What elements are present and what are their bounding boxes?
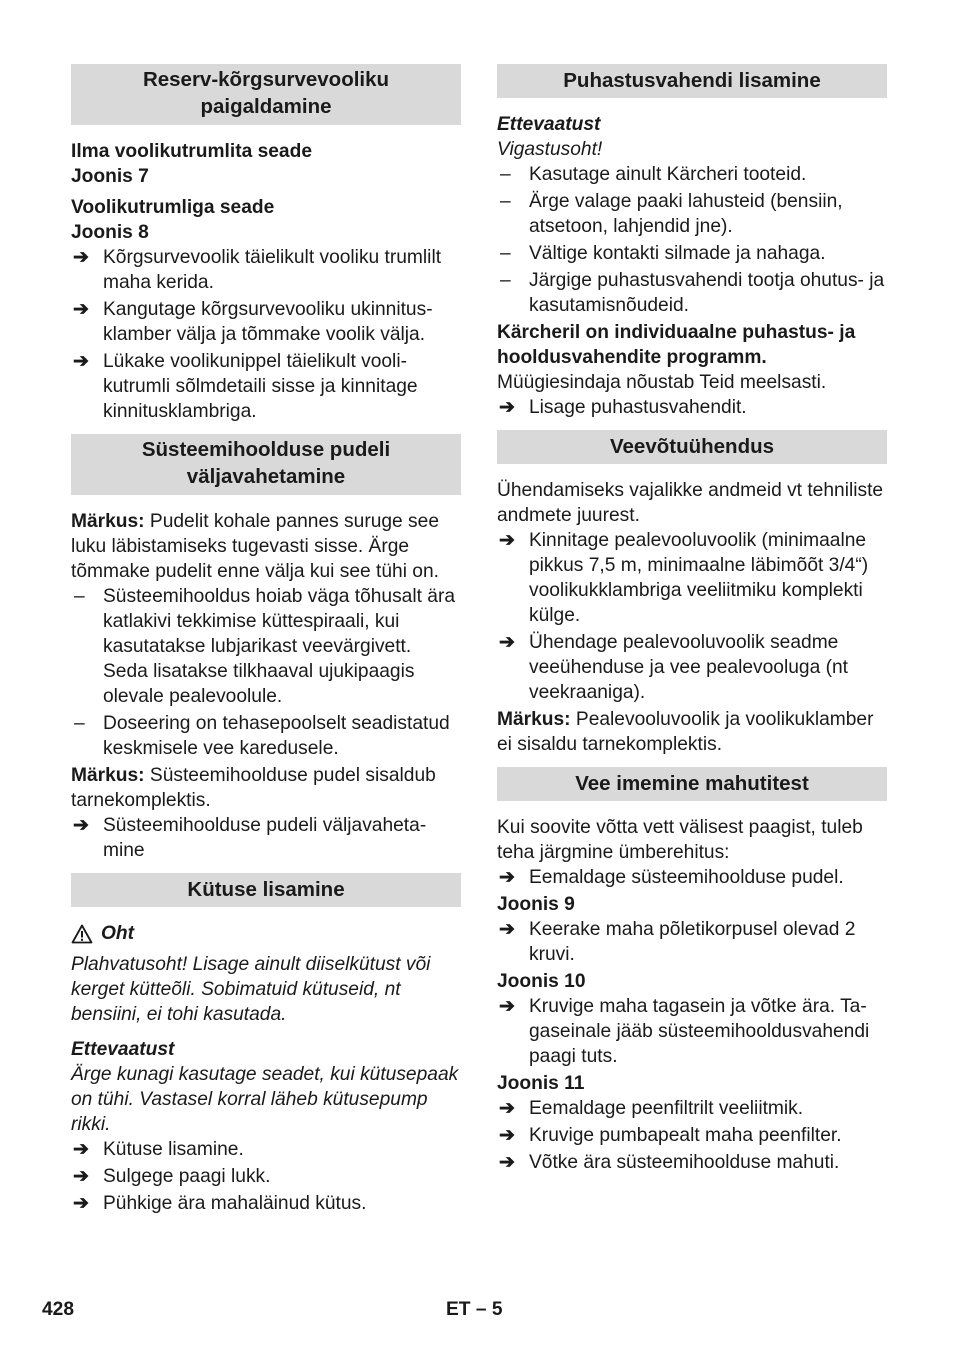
local-page-number: 5 [491, 1299, 503, 1320]
left-column [71, 64, 461, 1218]
separator: – [475, 1299, 487, 1320]
list-item: ➔ Kruvige pumbapealt maha peenfilter. [499, 1125, 842, 1146]
step-list [497, 865, 887, 890]
list-item: ➔ Kangutage kõrgsurvevooliku ukinnitusklamber välja ja tõmmake voolik välja. [73, 299, 433, 345]
list-item: – Doseering on tehasepoolselt seadistatud keskmisele vee karedusele. [74, 713, 450, 759]
figure-ref: Joonis 9 [497, 894, 575, 915]
section-heading: Puhastusvahendi lisamine [497, 64, 887, 98]
arrow-right-icon: ➔ [73, 1193, 90, 1214]
step-list [497, 395, 887, 420]
arrow-right-icon: ➔ [499, 1152, 516, 1173]
right-column [497, 64, 887, 1177]
list-item: – Järgige puhastusvahendi tootja ohutus- ja kasutamisnõudeid. [500, 270, 885, 316]
dash-list [497, 162, 887, 318]
warning-triangle-icon [71, 924, 93, 944]
list-item: ➔ Võtke ära süsteemihoolduse mahuti. [499, 1152, 840, 1173]
arrow-right-icon: ➔ [499, 397, 516, 418]
body-text: Kui soovite võtta vett välisest paagist, tuleb teha järgmine ümberehitus: [497, 817, 863, 863]
caution-text: Ärge kunagi kasutage seadet, kui kütusepaak on tühi. Vastasel korral läheb kütusepump rikki. [71, 1064, 459, 1135]
section-heading: Veevõtuühendus [497, 430, 887, 464]
figure-ref: Joonis 11 [497, 1073, 585, 1094]
footer-section [446, 1297, 503, 1322]
warning-text: Plahvatusoht! Lisage ainult diiselkütust või kerget kütteõli. Sobimatuid kütuseid, nt bensiini, ei tohi kasutada. [71, 954, 431, 1025]
list-item: ➔ Ühendage pealevooluvoolik seadme veeühenduse ja vee pealevooluga (nt veekraaniga). [499, 632, 848, 703]
list-item: ➔ Kinnitage pealevooluvoolik (minimaalne pikkus 7,5 m, minimaalne läbimõõt 3/4“) voolikukklambriga veeliitmiku komplekti külge. [499, 530, 869, 626]
body-text: Ühendamiseks vajalikke andmeid vt tehniliste andmete juurest. [497, 480, 884, 526]
dash-marker: – [74, 713, 85, 734]
list-item: – Ärge valage paaki lahusteid (bensiin, atsetoon, lahjendid jne). [500, 191, 843, 237]
language-code: ET [446, 1299, 471, 1320]
figure-ref: Joonis 7 [71, 166, 149, 187]
list-item: ➔ Lükake voolikunippel täielikult voolikutrumli sõlmdetaili sisse ja kinnitage kinnitusklambriga. [73, 351, 418, 422]
arrow-right-icon: ➔ [499, 632, 516, 653]
arrow-right-icon: ➔ [73, 299, 90, 320]
list-item: ➔ Kõrgsurvevoolik täielikult vooliku trumlilt maha kerida. [73, 247, 442, 293]
note: Märkus: Pudelit kohale pannes suruge see luku läbistamiseks tugevasti sisse. Ärge tõmmake pudelit enne välja kui see tühi on. [71, 511, 439, 582]
dash-marker: – [500, 191, 511, 212]
arrow-right-icon: ➔ [73, 1166, 90, 1187]
arrow-right-icon: ➔ [499, 919, 516, 940]
list-item: ➔ Kütuse lisamine. [73, 1139, 244, 1160]
emphasis-text: Kärcheril on individuaalne puhastus- ja hooldusvahendite programm. [497, 322, 856, 368]
list-item: ➔ Süsteemihoolduse pudeli väljavahetamine [73, 815, 427, 861]
step-list [71, 245, 461, 424]
caution-title: Ettevaatust [497, 114, 601, 135]
list-item: – Süsteemihooldus hoiab väga tõhusalt ära katlakivi tekkimise küttespiraali, kui kasutatakse lubjarikast veevärgivett. Seda lisatakse tilkhaaval ujukipaagis olevale pealevoolule. [74, 586, 456, 707]
arrow-right-icon: ➔ [73, 247, 90, 268]
step-list [497, 528, 887, 705]
subheading: Ilma voolikutrumlita seade [71, 141, 312, 162]
warning-title: Oht [71, 921, 461, 946]
subheading: Voolikutrumliga seade [71, 197, 275, 218]
arrow-right-icon: ➔ [499, 530, 516, 551]
step-list [497, 1096, 887, 1175]
list-item: ➔ Sulgege paagi lukk. [73, 1166, 271, 1187]
step-list [497, 917, 887, 967]
step-list [71, 1137, 461, 1216]
dash-list [71, 584, 461, 761]
arrow-right-icon: ➔ [73, 815, 90, 836]
figure-ref: Joonis 8 [71, 222, 149, 243]
step-list [497, 994, 887, 1069]
caution-title: Ettevaatust [71, 1039, 175, 1060]
arrow-right-icon: ➔ [499, 1125, 516, 1146]
body-text: Müügiesindaja nõustab Teid meelsasti. [497, 372, 827, 393]
note: Märkus: Pealevooluvoolik ja voolikuklamber ei sisaldu tarnekomplektis. [497, 709, 874, 755]
list-item: ➔ Keerake maha põletikorpusel olevad 2 kruvi. [499, 919, 856, 965]
list-item: ➔ Eemaldage peenfiltrilt veeliitmik. [499, 1098, 804, 1119]
arrow-right-icon: ➔ [73, 351, 90, 372]
caution-text: Vigastusoht! [497, 139, 603, 160]
list-item: – Vältige kontakti silmade ja nahaga. [500, 243, 826, 264]
list-item: ➔ Kruvige maha tagasein ja võtke ära. Tagaseinale jääb süsteemihooldusvahendi paagi tuts. [499, 996, 870, 1067]
section-heading: Reserv-kõrgsurvevooliku paigaldamine [71, 64, 461, 125]
list-item: ➔ Pühkige ära mahaläinud kütus. [73, 1193, 367, 1214]
figure-ref: Joonis 10 [497, 971, 586, 992]
note: Märkus: Süsteemihoolduse pudel sisaldub tarnekomplektis. [71, 765, 436, 811]
dash-marker: – [500, 243, 511, 264]
section-heading: Süsteemihoolduse pudeli väljavahetamine [71, 434, 461, 495]
dash-marker: – [74, 586, 85, 607]
arrow-right-icon: ➔ [499, 867, 516, 888]
dash-marker: – [500, 164, 511, 185]
list-item: – Kasutage ainult Kärcheri tooteid. [500, 164, 807, 185]
list-item: ➔ Lisage puhastusvahendit. [499, 397, 747, 418]
list-item: ➔ Eemaldage süsteemihoolduse pudel. [499, 867, 844, 888]
dash-marker: – [500, 270, 511, 291]
arrow-right-icon: ➔ [499, 1098, 516, 1119]
section-heading: Vee imemine mahutitest [497, 767, 887, 801]
section-heading: Kütuse lisamine [71, 873, 461, 907]
arrow-right-icon: ➔ [499, 996, 516, 1017]
step-list [71, 813, 461, 863]
arrow-right-icon: ➔ [73, 1139, 90, 1160]
page-number: 428 [42, 1299, 75, 1320]
